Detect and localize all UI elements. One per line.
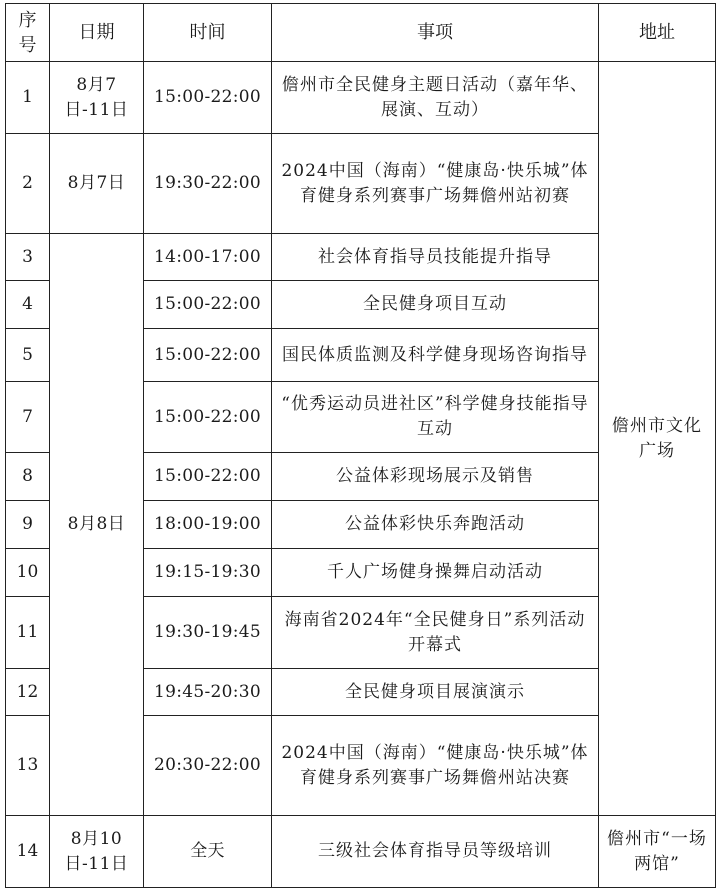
row-seq: 2 — [6, 134, 50, 234]
row-time: 15:00-22:00 — [144, 62, 272, 134]
header-seq: 序号 — [6, 4, 50, 62]
row-item: 社会体育指导员技能提升指导 — [272, 234, 599, 281]
row-seq: 11 — [6, 597, 50, 669]
row-seq: 12 — [6, 669, 50, 716]
row-seq: 9 — [6, 501, 50, 549]
row-time: 15:00-22:00 — [144, 453, 272, 501]
row-item: 2024中国（海南）“健康岛·快乐城”体育健身系列赛事广场舞儋州站决赛 — [272, 716, 599, 816]
row-date: 8月10日-11日 — [50, 816, 144, 888]
row-place: 儋州市“一场两馆” — [599, 816, 716, 888]
row-item: 2024中国（海南）“健康岛·快乐城”体育健身系列赛事广场舞儋州站初赛 — [272, 134, 599, 234]
header-row — [6, 4, 716, 62]
row-date: 8月7日-11日 — [50, 62, 144, 134]
schedule-table — [5, 3, 716, 888]
header-date: 日期 — [50, 4, 144, 62]
row-seq: 3 — [6, 234, 50, 281]
row-time: 15:00-22:00 — [144, 281, 272, 329]
row-date: 8月8日 — [50, 234, 144, 816]
row-seq: 7 — [6, 382, 50, 453]
row-seq: 5 — [6, 329, 50, 382]
row-item: 公益体彩现场展示及销售 — [272, 453, 599, 501]
row-item: 三级社会体育指导员等级培训 — [272, 816, 599, 888]
row-time: 14:00-17:00 — [144, 234, 272, 281]
row-item: 全民健身项目展演演示 — [272, 669, 599, 716]
row-time: 19:30-19:45 — [144, 597, 272, 669]
table-row — [6, 816, 716, 888]
row-date: 8月7日 — [50, 134, 144, 234]
row-item: 儋州市全民健身主题日活动（嘉年华、展演、互动） — [272, 62, 599, 134]
row-seq: 13 — [6, 716, 50, 816]
row-time: 20:30-22:00 — [144, 716, 272, 816]
shared-place-cell: 儋州市文化广场 — [599, 62, 716, 816]
row-time: 全天 — [144, 816, 272, 888]
row-seq: 10 — [6, 549, 50, 597]
row-time: 15:00-22:00 — [144, 329, 272, 382]
row-time: 15:00-22:00 — [144, 382, 272, 453]
row-time: 19:15-19:30 — [144, 549, 272, 597]
header-time: 时间 — [144, 4, 272, 62]
row-time: 19:30-22:00 — [144, 134, 272, 234]
row-item: “优秀运动员进社区”科学健身技能指导互动 — [272, 382, 599, 453]
table-row — [6, 62, 716, 134]
row-item: 国民体质监测及科学健身现场咨询指导 — [272, 329, 599, 382]
row-time: 19:45-20:30 — [144, 669, 272, 716]
row-item: 海南省2024年“全民健身日”系列活动开幕式 — [272, 597, 599, 669]
row-seq: 8 — [6, 453, 50, 501]
row-item: 千人广场健身操舞启动活动 — [272, 549, 599, 597]
row-time: 18:00-19:00 — [144, 501, 272, 549]
header-place: 地址 — [599, 4, 716, 62]
header-item: 事项 — [272, 4, 599, 62]
row-seq: 1 — [6, 62, 50, 134]
row-item: 全民健身项目互动 — [272, 281, 599, 329]
row-item: 公益体彩快乐奔跑活动 — [272, 501, 599, 549]
row-seq: 14 — [6, 816, 50, 888]
row-seq: 4 — [6, 281, 50, 329]
